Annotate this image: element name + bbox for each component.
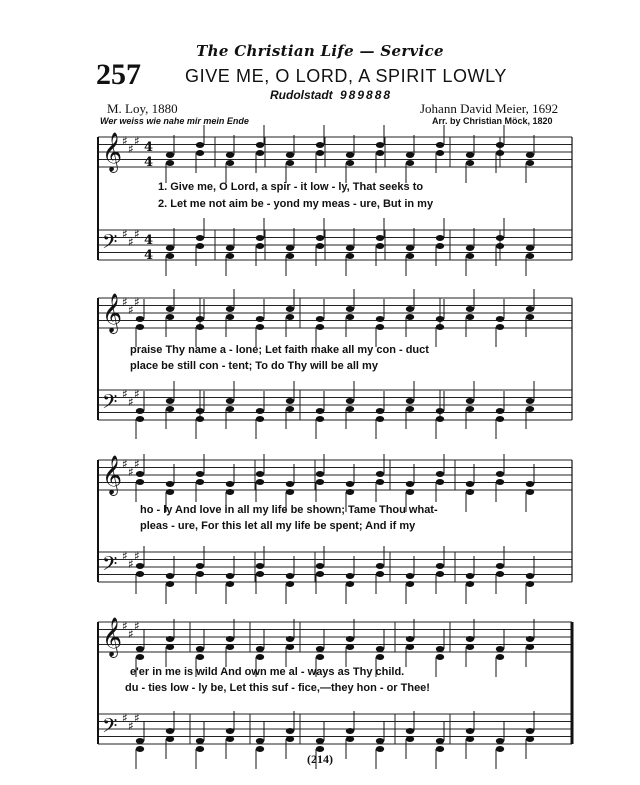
note-head xyxy=(466,398,474,404)
note-head xyxy=(136,563,144,569)
note-head xyxy=(316,243,324,249)
sharp-icon: ♯ xyxy=(122,227,128,241)
note-head xyxy=(526,314,534,320)
note-head xyxy=(346,314,354,320)
sharp-icon: ♯ xyxy=(134,227,140,241)
note-head xyxy=(526,736,534,742)
note-head xyxy=(466,245,474,251)
note-head xyxy=(436,738,444,744)
author-left: M. Loy, 1880 xyxy=(107,101,178,116)
note-head xyxy=(526,160,534,166)
sharp-icon: ♯ xyxy=(128,303,134,317)
note-head xyxy=(316,416,324,422)
note-head xyxy=(316,235,324,241)
sharp-icon: ♯ xyxy=(128,395,134,409)
sharp-icon: ♯ xyxy=(122,549,128,563)
sharp-icon: ♯ xyxy=(128,627,134,641)
note-head xyxy=(166,489,174,495)
note-head xyxy=(496,471,504,477)
author-left-note: Wer weiss wie nahe mir mein Ende xyxy=(100,116,249,126)
note-head xyxy=(226,152,234,158)
time-signature: 4 xyxy=(144,140,154,155)
note-head xyxy=(256,316,264,322)
sharp-icon: ♯ xyxy=(128,465,134,479)
note-head xyxy=(496,654,504,660)
note-head xyxy=(316,654,324,660)
page-number: (214) xyxy=(307,752,333,766)
note-head xyxy=(526,728,534,734)
note-head xyxy=(316,316,324,322)
note-head xyxy=(376,243,384,249)
note-head xyxy=(226,728,234,734)
note-head xyxy=(196,571,204,577)
sharp-icon: ♯ xyxy=(122,711,128,725)
author-right-note: Arr. by Christian Möck, 1820 xyxy=(432,116,553,126)
author-right: Johann David Meier, 1692 xyxy=(420,101,559,116)
note-head xyxy=(256,571,264,577)
note-head xyxy=(436,243,444,249)
note-head xyxy=(376,479,384,485)
note-head xyxy=(226,306,234,312)
note-head xyxy=(256,416,264,422)
note-head xyxy=(256,150,264,156)
note-head xyxy=(466,489,474,495)
note-head xyxy=(406,573,414,579)
note-head xyxy=(196,243,204,249)
note-head xyxy=(196,324,204,330)
note-head xyxy=(466,152,474,158)
note-head xyxy=(376,408,384,414)
note-head xyxy=(526,406,534,412)
note-head xyxy=(196,471,204,477)
sharp-icon: ♯ xyxy=(122,387,128,401)
note-head xyxy=(256,646,264,652)
sharp-icon: ♯ xyxy=(122,457,128,471)
note-head xyxy=(406,245,414,251)
note-head xyxy=(436,654,444,660)
note-head xyxy=(286,728,294,734)
note-head xyxy=(466,736,474,742)
note-head xyxy=(406,314,414,320)
note-head xyxy=(406,636,414,642)
note-head xyxy=(166,245,174,251)
note-head xyxy=(196,479,204,485)
note-head xyxy=(376,235,384,241)
note-head xyxy=(166,306,174,312)
note-head xyxy=(406,481,414,487)
note-head xyxy=(166,314,174,320)
note-head xyxy=(376,150,384,156)
note-head xyxy=(526,481,534,487)
note-head xyxy=(346,573,354,579)
note-head xyxy=(256,479,264,485)
note-head xyxy=(346,728,354,734)
note-head xyxy=(376,654,384,660)
note-head xyxy=(166,152,174,158)
note-head xyxy=(466,581,474,587)
system-2-verse-1: praise Thy name a - lone; Let faith make all my con - duct xyxy=(130,344,429,356)
note-head xyxy=(166,581,174,587)
note-head xyxy=(376,316,384,322)
system-3-verse-1: ho - ly And love in all my life be shown; Tame Thou what- xyxy=(140,504,438,516)
time-signature: 4 xyxy=(144,233,154,248)
note-head xyxy=(136,571,144,577)
note-head xyxy=(316,571,324,577)
note-head xyxy=(316,142,324,148)
note-head xyxy=(346,406,354,412)
note-head xyxy=(436,646,444,652)
sharp-icon: ♯ xyxy=(128,719,134,733)
bass-clef-icon: 𝄢 xyxy=(102,714,118,742)
note-head xyxy=(376,416,384,422)
note-head xyxy=(286,306,294,312)
note-head xyxy=(466,573,474,579)
note-head xyxy=(436,408,444,414)
note-head xyxy=(286,489,294,495)
bass-clef-icon: 𝄢 xyxy=(102,390,118,418)
note-head xyxy=(436,471,444,477)
treble-clef-icon: 𝄞 xyxy=(102,293,123,333)
note-head xyxy=(406,253,414,259)
note-head xyxy=(226,253,234,259)
note-head xyxy=(256,235,264,241)
note-head xyxy=(526,644,534,650)
note-head xyxy=(196,142,204,148)
sharp-icon: ♯ xyxy=(128,557,134,571)
note-head xyxy=(256,471,264,477)
treble-clef-icon: 𝄞 xyxy=(102,132,123,172)
sharp-icon: ♯ xyxy=(128,142,134,156)
note-head xyxy=(136,416,144,422)
note-head xyxy=(226,636,234,642)
note-head xyxy=(316,324,324,330)
note-head xyxy=(256,738,264,744)
note-head xyxy=(346,736,354,742)
note-head xyxy=(316,479,324,485)
note-head xyxy=(466,160,474,166)
note-head xyxy=(166,644,174,650)
note-head xyxy=(406,736,414,742)
note-head xyxy=(346,489,354,495)
system-1-verse-2: 2. Let me not aim be - yond my meas - ure, But in my xyxy=(158,198,434,210)
note-head xyxy=(166,728,174,734)
note-head xyxy=(526,253,534,259)
sharp-icon: ♯ xyxy=(134,295,140,309)
tune-name: Rudolstadt xyxy=(270,88,333,102)
note-head xyxy=(196,150,204,156)
note-head xyxy=(316,150,324,156)
note-head xyxy=(286,253,294,259)
note-head xyxy=(376,142,384,148)
note-head xyxy=(286,398,294,404)
treble-clef-icon: 𝄞 xyxy=(102,455,123,495)
sharp-icon: ♯ xyxy=(122,295,128,309)
note-head xyxy=(436,563,444,569)
note-head xyxy=(496,563,504,569)
note-head xyxy=(346,398,354,404)
note-head xyxy=(226,481,234,487)
note-head xyxy=(226,406,234,412)
note-head xyxy=(136,471,144,477)
note-head xyxy=(166,573,174,579)
note-head xyxy=(466,306,474,312)
hymn-title: GIVE ME, O LORD, A SPIRIT LOWLY xyxy=(185,66,508,86)
note-head xyxy=(496,738,504,744)
note-head xyxy=(166,160,174,166)
system-4-verse-2: du - ties low - ly be, Let this suf - fice,—they hon - or Thee! xyxy=(125,682,430,694)
note-head xyxy=(196,416,204,422)
note-head xyxy=(526,398,534,404)
note-head xyxy=(226,398,234,404)
note-head xyxy=(496,646,504,652)
note-head xyxy=(286,573,294,579)
note-head xyxy=(286,736,294,742)
note-head xyxy=(496,571,504,577)
note-head xyxy=(256,408,264,414)
bass-clef-icon: 𝄢 xyxy=(102,552,118,580)
note-head xyxy=(346,253,354,259)
note-head xyxy=(166,481,174,487)
note-head xyxy=(406,728,414,734)
note-head xyxy=(316,646,324,652)
note-head xyxy=(346,160,354,166)
note-head xyxy=(526,636,534,642)
note-head xyxy=(226,644,234,650)
hymn-number: 257 xyxy=(96,58,141,91)
note-head xyxy=(376,324,384,330)
note-head xyxy=(466,636,474,642)
note-head xyxy=(376,563,384,569)
note-head xyxy=(496,142,504,148)
note-head xyxy=(166,253,174,259)
note-head xyxy=(406,489,414,495)
note-head xyxy=(406,160,414,166)
note-head xyxy=(196,316,204,322)
system-1-verse-1: 1. Give me, O Lord, a spir - it low - ly, That seeks to xyxy=(158,181,424,193)
note-head xyxy=(496,235,504,241)
note-head xyxy=(406,152,414,158)
note-head xyxy=(226,245,234,251)
bass-clef-icon: 𝄢 xyxy=(102,230,118,258)
note-head xyxy=(346,245,354,251)
system-2-verse-2: place be still con - tent; To do Thy will be all my xyxy=(130,360,378,372)
note-head xyxy=(496,316,504,322)
note-head xyxy=(196,563,204,569)
note-head xyxy=(376,571,384,577)
note-head xyxy=(286,644,294,650)
note-head xyxy=(496,324,504,330)
note-head xyxy=(136,324,144,330)
note-head xyxy=(436,235,444,241)
note-head xyxy=(526,489,534,495)
note-head xyxy=(466,253,474,259)
note-head xyxy=(436,316,444,322)
note-head xyxy=(346,636,354,642)
note-head xyxy=(436,150,444,156)
note-head xyxy=(466,481,474,487)
note-head xyxy=(526,306,534,312)
note-head xyxy=(286,481,294,487)
note-head xyxy=(316,408,324,414)
sharp-icon: ♯ xyxy=(128,235,134,249)
note-head xyxy=(166,406,174,412)
note-head xyxy=(316,563,324,569)
note-head xyxy=(466,314,474,320)
note-head xyxy=(496,243,504,249)
note-head xyxy=(196,235,204,241)
note-head xyxy=(436,324,444,330)
note-head xyxy=(346,644,354,650)
note-head xyxy=(196,408,204,414)
note-head xyxy=(496,416,504,422)
note-head xyxy=(466,728,474,734)
note-head xyxy=(286,314,294,320)
note-head xyxy=(196,646,204,652)
note-head xyxy=(286,406,294,412)
note-head xyxy=(256,324,264,330)
note-head xyxy=(136,654,144,660)
note-head xyxy=(496,150,504,156)
tune-meter: 989888 xyxy=(340,88,393,102)
note-head xyxy=(316,738,324,744)
note-head xyxy=(196,738,204,744)
sharp-icon: ♯ xyxy=(134,387,140,401)
note-head xyxy=(136,738,144,744)
note-head xyxy=(226,581,234,587)
note-head xyxy=(256,142,264,148)
note-head xyxy=(526,573,534,579)
note-head xyxy=(436,571,444,577)
note-head xyxy=(376,738,384,744)
sharp-icon: ♯ xyxy=(134,134,140,148)
note-head xyxy=(286,152,294,158)
note-head xyxy=(316,471,324,477)
sharp-icon: ♯ xyxy=(134,457,140,471)
sharp-icon: ♯ xyxy=(134,549,140,563)
note-head xyxy=(226,573,234,579)
note-head xyxy=(406,581,414,587)
time-signature: 4 xyxy=(144,155,154,170)
sharp-icon: ♯ xyxy=(122,619,128,633)
note-head xyxy=(286,245,294,251)
note-head xyxy=(436,416,444,422)
note-head xyxy=(226,160,234,166)
note-head xyxy=(526,245,534,251)
note-head xyxy=(526,581,534,587)
note-head xyxy=(496,479,504,485)
note-head xyxy=(406,644,414,650)
note-head xyxy=(496,408,504,414)
note-head xyxy=(286,636,294,642)
note-head xyxy=(406,398,414,404)
sharp-icon: ♯ xyxy=(122,134,128,148)
note-head xyxy=(466,644,474,650)
note-head xyxy=(346,481,354,487)
note-head xyxy=(226,736,234,742)
note-head xyxy=(256,563,264,569)
treble-clef-icon: 𝄞 xyxy=(102,617,123,657)
note-head xyxy=(406,306,414,312)
note-head xyxy=(136,479,144,485)
note-head xyxy=(166,398,174,404)
note-head xyxy=(436,479,444,485)
note-head xyxy=(286,160,294,166)
note-head xyxy=(376,646,384,652)
system-4-verse-1: e'er in me is wild And own me al - ways as Thy child. xyxy=(130,666,405,678)
note-head xyxy=(226,314,234,320)
system-3-verse-2: pleas - ure, For this let all my life be spent; And if my xyxy=(140,520,416,532)
note-head xyxy=(406,406,414,412)
note-head xyxy=(466,406,474,412)
note-head xyxy=(196,654,204,660)
section-heading: The Christian Life — Service xyxy=(196,42,444,60)
note-head xyxy=(346,306,354,312)
note-head xyxy=(256,654,264,660)
note-head xyxy=(256,243,264,249)
note-head xyxy=(286,581,294,587)
sharp-icon: ♯ xyxy=(134,711,140,725)
note-head xyxy=(136,408,144,414)
note-head xyxy=(346,581,354,587)
note-head xyxy=(166,636,174,642)
sharp-icon: ♯ xyxy=(134,619,140,633)
note-head xyxy=(346,152,354,158)
note-head xyxy=(436,142,444,148)
time-signature: 4 xyxy=(144,248,154,263)
note-head xyxy=(376,471,384,477)
note-head xyxy=(526,152,534,158)
note-head xyxy=(136,316,144,322)
note-head xyxy=(136,646,144,652)
note-head xyxy=(166,736,174,742)
note-head xyxy=(226,489,234,495)
